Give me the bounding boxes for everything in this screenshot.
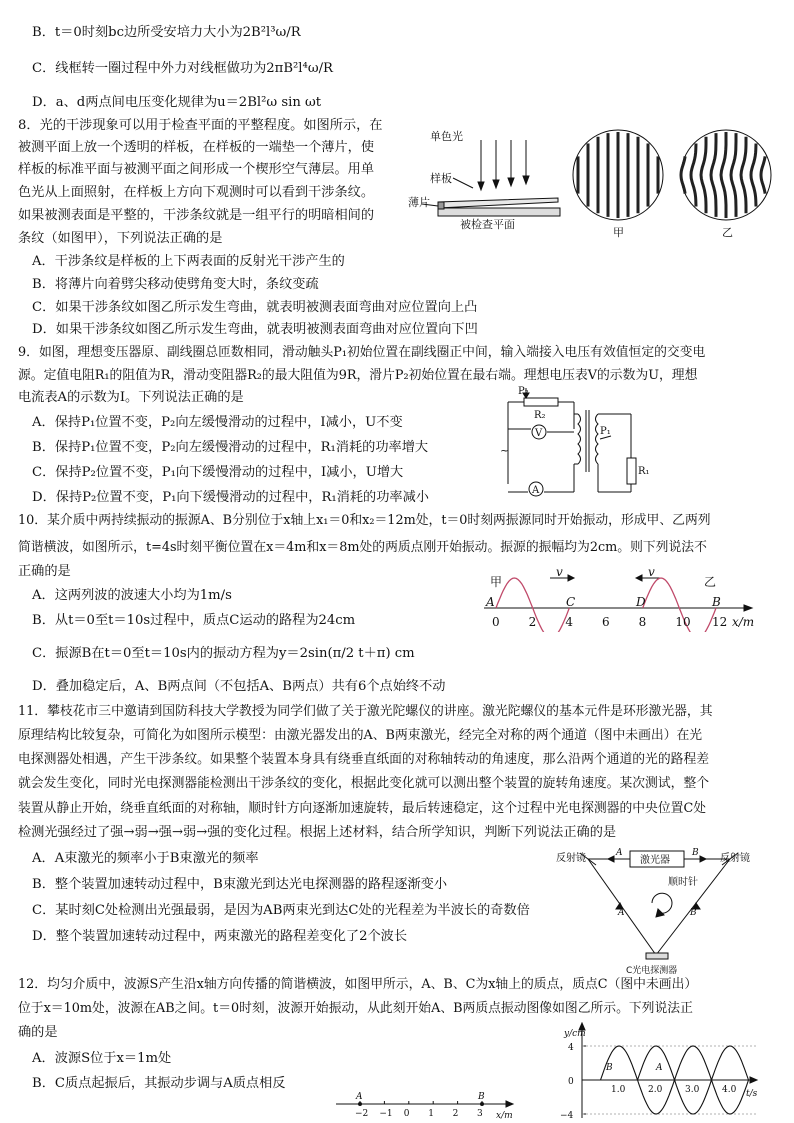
q9-r2-label: R₂ <box>534 410 546 421</box>
q9-p1-label: P₁ <box>600 426 611 437</box>
q12-point-a: A <box>356 1092 363 1102</box>
q10-yi-label: 乙 <box>704 575 717 589</box>
q8-surface-label: 被检查平面 <box>460 218 515 231</box>
q10-stem-3: 正确的是 <box>18 564 71 579</box>
q12-stem-1: 12．均匀介质中，波源S产生沿x轴方向传播的简谐横波，如图甲所示，A、B、C为x轴上的质点，质点C（图中未画出） <box>18 977 698 992</box>
q11-stem-1: 11．攀枝花市三中邀请到国防科技大学教授为同学们做了关于激光陀螺仪的讲座。激光陀螺仪的基本元件是环形激光器，其 <box>18 704 713 719</box>
q11-laser-label: 激光器 <box>640 855 670 866</box>
q7-option-d: D．a、d两点间电压变化规律为u＝2Bl²ω sin ωt <box>32 95 322 110</box>
q10-tick-label: 10 <box>675 615 691 629</box>
q10-stem-1: 10．某介质中两持续振动的振源A、B分别位于x轴上x₁＝0和x₂＝12m处，t＝0时刻两振源同时开始振动，形成甲、乙两列 <box>18 513 711 528</box>
q10-tick-label: 8 <box>638 615 647 629</box>
q11-stem-2: 原理结构比较复杂，可简化为如图所示模型：由激光器发出的A、B两束激光，经完全对称的两个通道（图中未画出）在光 <box>18 728 703 743</box>
q10-point-d: D <box>636 595 646 609</box>
q8-light-label: 单色光 <box>430 130 463 143</box>
q8-fringe-jia <box>573 130 663 220</box>
q8-figure <box>408 120 788 240</box>
q11-option-b: B．整个装置加速转动过程中，B束激光到达光电探测器的路程逐渐变小 <box>32 877 448 892</box>
q9-voltmeter-label: V <box>535 428 543 439</box>
q11-stem-4: 就会发生变化，同时光电探测器能检测出干涉条纹的变化，根据此变化就可以测出整个装置的旋转角速度。某次测试，整个 <box>18 776 710 791</box>
q10-tick-label: 12 <box>712 615 728 629</box>
q9-circuit-figure <box>496 384 656 502</box>
q12-tick-label: 1 <box>428 1109 434 1119</box>
q11-beam-a-top: A <box>616 848 623 858</box>
q8-yi-label: 乙 <box>722 226 733 239</box>
q9-ac-source-label: ~ <box>500 444 510 457</box>
q8-option-a: A．干涉条纹是样板的上下两表面的反射光干涉产生的 <box>32 254 345 269</box>
q12-option-b: B．C质点起振后，其振动步调与A质点相反 <box>32 1076 286 1091</box>
q11-option-d: D．整个装置加速转动过程中，两束激光的路程差变化了2个波长 <box>32 929 408 944</box>
q12-stem-2: 位于x＝10m处，波源在AB之间。t＝0时刻，波源开始振动，从此刻开始A、B两质点振动图像如图乙所示。下列说法正 <box>18 1001 693 1016</box>
q10-stem-2: 简谐横波，如图所示，t=4s时刻平衡位置在x＝4m和x＝8m处的两质点刚开始振动。振源的振幅均为2cm。则下列说法不 <box>18 540 707 555</box>
q10-point-a: A <box>486 595 495 609</box>
q11-beam-b-side: B <box>690 908 697 918</box>
q11-beam-a-side: A <box>618 908 625 918</box>
q11-detector-label: C光电探测器 <box>626 966 678 975</box>
q8-option-d: D．如果干涉条纹如图乙所示发生弯曲，就表明被测表面弯曲对应位置向下凹 <box>32 322 478 337</box>
q9-stem-2: 源。定值电阻R₁的阻值为R，滑动变阻器R₂的最大阻值为9R，滑片P₂初始位置在最右端。理想电压表V的示数为U，理想 <box>18 368 698 383</box>
q12-time-tick-label: 4.0 <box>722 1085 737 1095</box>
q11-mirror-right-label: 反射镜 <box>720 853 750 864</box>
q9-ammeter-label: A <box>532 485 540 496</box>
q12-time-tick-label: 1.0 <box>611 1085 626 1095</box>
q12-curve-b-label: B <box>606 1063 613 1073</box>
q8-fringe-yi <box>681 130 771 220</box>
q10-v-right: v <box>648 566 655 579</box>
q11-clockwise-label: 顺时针 <box>668 877 698 888</box>
q9-stem-1: 9．如图，理想变压器原、副线圈总匝数相同，滑动触头P₁初始位置在副线圈正中间，输入端接入电压有效值恒定的交变电 <box>18 345 706 360</box>
q10-option-c: C．振源B在t＝0至t＝10s内的振动方程为y＝2sin(π/2 t＋π) cm <box>32 646 415 661</box>
q8-plate-label: 样板 <box>430 172 452 185</box>
q8-stem-4: 色光从上面照射，在样板上方向下观测时可以看到干涉条纹。 <box>18 185 375 200</box>
q12-axis-label: x/m <box>496 1111 513 1121</box>
q11-gyro-figure <box>556 845 762 975</box>
q12-time-tick-label: 3.0 <box>685 1085 700 1095</box>
q8-stem-5: 如果被测表面是平整的，干涉条纹就是一组平行的明暗相间的 <box>18 208 375 223</box>
q12-yn4-label: −4 <box>560 1111 574 1121</box>
q12-curve-a-label: A <box>656 1063 663 1073</box>
q12-vibration-figure <box>556 1022 776 1123</box>
q9-option-b: B．保持P₁位置不变，P₂向左缓慢滑动的过程中，R₁消耗的功率增大 <box>32 440 429 455</box>
q11-option-c: C．某时刻C处检测出光强最弱，是因为AB两束光到达C处的光程差为半波长的奇数倍 <box>32 903 530 918</box>
q12-option-a: A．波源S位于x＝1m处 <box>32 1051 172 1066</box>
q12-tick-label: 3 <box>477 1109 483 1119</box>
q8-option-b: B．将薄片向着劈尖移动使劈角变大时，条纹变疏 <box>32 277 319 292</box>
q9-option-a: A．保持P₁位置不变，P₂向左缓慢滑动的过程中，I减小，U不变 <box>32 415 403 430</box>
q10-point-c: C <box>566 595 576 609</box>
q12-tick-label: −2 <box>355 1109 369 1119</box>
q10-option-b: B．从t＝0至t＝10s过程中，质点C运动的路程为24cm <box>32 613 356 628</box>
q10-v-left: v <box>556 566 563 579</box>
q12-t-axis-label: t/s <box>746 1089 758 1099</box>
q8-option-c: C．如果干涉条纹如图乙所示发生弯曲，就表明被测表面弯曲对应位置向上凸 <box>32 300 478 315</box>
q12-y4-label: 4 <box>568 1043 574 1053</box>
q8-stem-3: 样板的标准平面与被测平面之间形成一个楔形空气薄层。用单 <box>18 162 375 177</box>
q10-jia-label: 甲 <box>490 575 503 589</box>
q10-point-b: B <box>712 595 721 609</box>
q11-beam-b-top: B <box>692 848 699 858</box>
q10-tick-label: 0 <box>492 615 500 629</box>
q12-time-tick-label: 2.0 <box>648 1085 663 1095</box>
q11-mirror-left-label: 反射镜 <box>556 853 586 864</box>
q10-option-d: D．叠加稳定后，A、B两点间（不包括A、B两点）共有6个点始终不动 <box>32 679 446 694</box>
q12-tick-label: 2 <box>452 1109 459 1119</box>
q8-jia-label: 甲 <box>613 226 624 239</box>
q12-point-b: B <box>478 1092 485 1102</box>
q10-tick-label: 2 <box>528 615 537 629</box>
q9-p2-label: P₂ <box>518 386 529 397</box>
q12-y-axis-label: y/cm <box>564 1029 586 1039</box>
q8-stem-1: 8．光的干涉现象可以用于检查平面的平整程度。如图所示，在 <box>18 118 383 133</box>
q9-option-d: D．保持P₂位置不变，P₁向下缓慢滑动的过程中，R₁消耗的功率减小 <box>32 490 429 505</box>
q12-tick-label: 0 <box>403 1109 410 1119</box>
q9-option-c: C．保持P₂位置不变，P₁向下缓慢滑动的过程中，I减小，U增大 <box>32 465 404 480</box>
q11-stem-3: 电探测器处相遇，产生干涉条纹。如果整个装置本身具有绕垂直纸面的对称轴转动的角速度，那么沿两个通道的光的路程差 <box>18 752 710 767</box>
q11-stem-5: 装置从静止开始，绕垂直纸面的对称轴，顺时针方向逐渐加速旋转，最后转速稳定，这个过程中光电探测器的中央位置C处 <box>18 801 707 816</box>
q10-tick-label: 4 <box>565 615 573 629</box>
q11-option-a: A．A束激光的频率小于B束激光的频率 <box>32 851 259 866</box>
q7-option-b: B．t＝0时刻bc边所受安培力大小为2B²l³ω/R <box>32 25 301 40</box>
q8-stem-6: 条纹（如图甲），下列说法正确的是 <box>18 231 223 246</box>
q11-stem-6: 检测光强经过了强→弱→强→弱→强的变化过程。根据上述材料，结合所学知识，判断下列说法正确的是 <box>18 825 617 840</box>
q8-stem-2: 被测平面上放一个透明的样板，在样板的一端垫一个薄片，使 <box>18 140 375 155</box>
q7-option-c: C．线框转一圈过程中外力对线框做功为2πB²l⁴ω/R <box>32 61 333 76</box>
q10-wave-figure <box>470 566 770 632</box>
q12-stem-3: 确的是 <box>18 1025 58 1040</box>
q9-stem-3: 电流表A的示数为I。下列说法正确的是 <box>18 390 244 405</box>
q9-r1-label: R₁ <box>638 466 650 477</box>
q12-y0-label: 0 <box>568 1077 574 1087</box>
q8-shim-label: 薄片 <box>408 196 430 209</box>
q12-axis-figure <box>328 1090 528 1122</box>
q10-tick-label: 6 <box>602 615 610 629</box>
q12-tick-label: −1 <box>379 1109 393 1119</box>
q10-axis-label: x/m <box>732 615 755 629</box>
q10-option-a: A．这两列波的波速大小均为1m/s <box>32 588 232 603</box>
